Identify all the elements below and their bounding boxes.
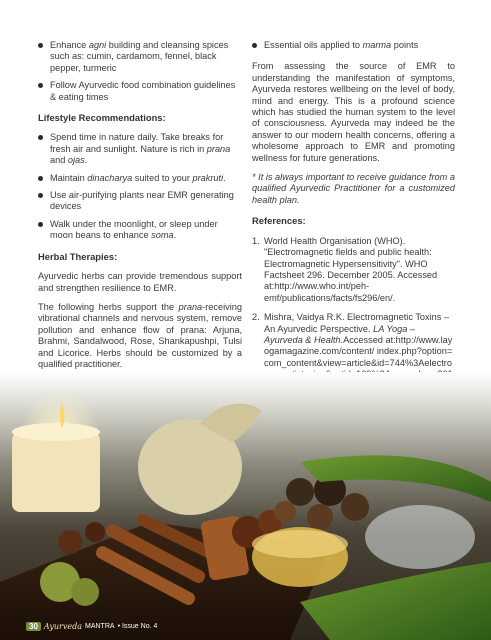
herbal-paragraph-2: The following herbs support the prana-receiving vibrational channels and nervous system, remove pollution and enhance flow of prana: Arjuna, Brahmi, Sandalwood, Rose, Shankapushpi, Tulsi and Licorice. Herbs should be customized by a qualified practitioner. [38, 301, 242, 369]
glass-bowl [365, 505, 475, 569]
dried-berries [274, 474, 369, 530]
magazine-brand-suffix: MANTRA [85, 623, 115, 630]
right-column [252, 40, 455, 429]
candle-top [12, 423, 100, 441]
reference-item: 2. Mishra, Vaidya R.K. Electromagnetic Toxins – An Ayurvedic Perspective. LA Yoga – Ayurveda & Health.Accessed at:http://www.layogamagazine.com/content/ index.php?option=com_content&view=article&id=744%3Aelectro [252, 312, 453, 368]
list-item: Enhance agni building and cleansing spices such as: cumin, cardamom, fennel, black pepper, turmeric [38, 40, 242, 74]
candle [12, 432, 100, 512]
issue-number: • Issue No. 4 [117, 623, 158, 630]
list-item: Follow Ayurvedic food combination guidelines & eating times [38, 80, 242, 103]
magazine-brand: Ayurveda [43, 622, 82, 631]
herbal-paragraph-1: Ayurvedic herbs can provide tremendous support and strengthen resilience to EMR. [38, 271, 242, 293]
lifestyle-heading: Lifestyle Recommendations: [38, 112, 166, 124]
references-heading: References: [252, 215, 306, 227]
list-item: Walk under the moonlight, or sleep under moon beans to enhance soma. [38, 219, 242, 242]
list-item: Maintain dinacharya suited to your prakruti. [38, 173, 242, 184]
summary-paragraph: From assessing the source of EMR to understanding the manifestation of symptoms, Ayurveda restores wellbeing on the level of body, mind and energy. This is a profound science which has studied the human system to the level of consciousness. Ayurveda may indeed be the answer to our modern health concerns, offering a wholesome approach to EMR and promoting wellness for future generations. [252, 61, 455, 163]
page-footer [26, 622, 157, 631]
practitioner-note: * It is always important to receive guidance from a qualified Ayurvedic Practitioner for a customized health plan. [252, 172, 455, 205]
reference-item: 1. World Health Organisation (WHO). "Electromagnetic fields and public health: Electromagnetic Hypersensitivity". WHO Factsheet 296. December 2005. Accessed at:http://www.who.int/peh-emf/publications/facts/fs296/en/. [252, 235, 438, 303]
herbal-heading: Herbal Therapies: [38, 250, 118, 262]
list-item: Spend time in nature daily. Take breaks for fresh air and sunlight. Nature is rich in prana and ojas. [38, 132, 242, 166]
page-number: 30 [26, 622, 41, 631]
list-item: Essential oils applied to marma points [252, 40, 455, 51]
photo-illustration [0, 372, 491, 640]
list-item: Use air-purifying plants near EMR generating devices [38, 190, 242, 213]
oil-bowl-rim [252, 530, 348, 558]
spa-herbs-photo [0, 372, 491, 640]
